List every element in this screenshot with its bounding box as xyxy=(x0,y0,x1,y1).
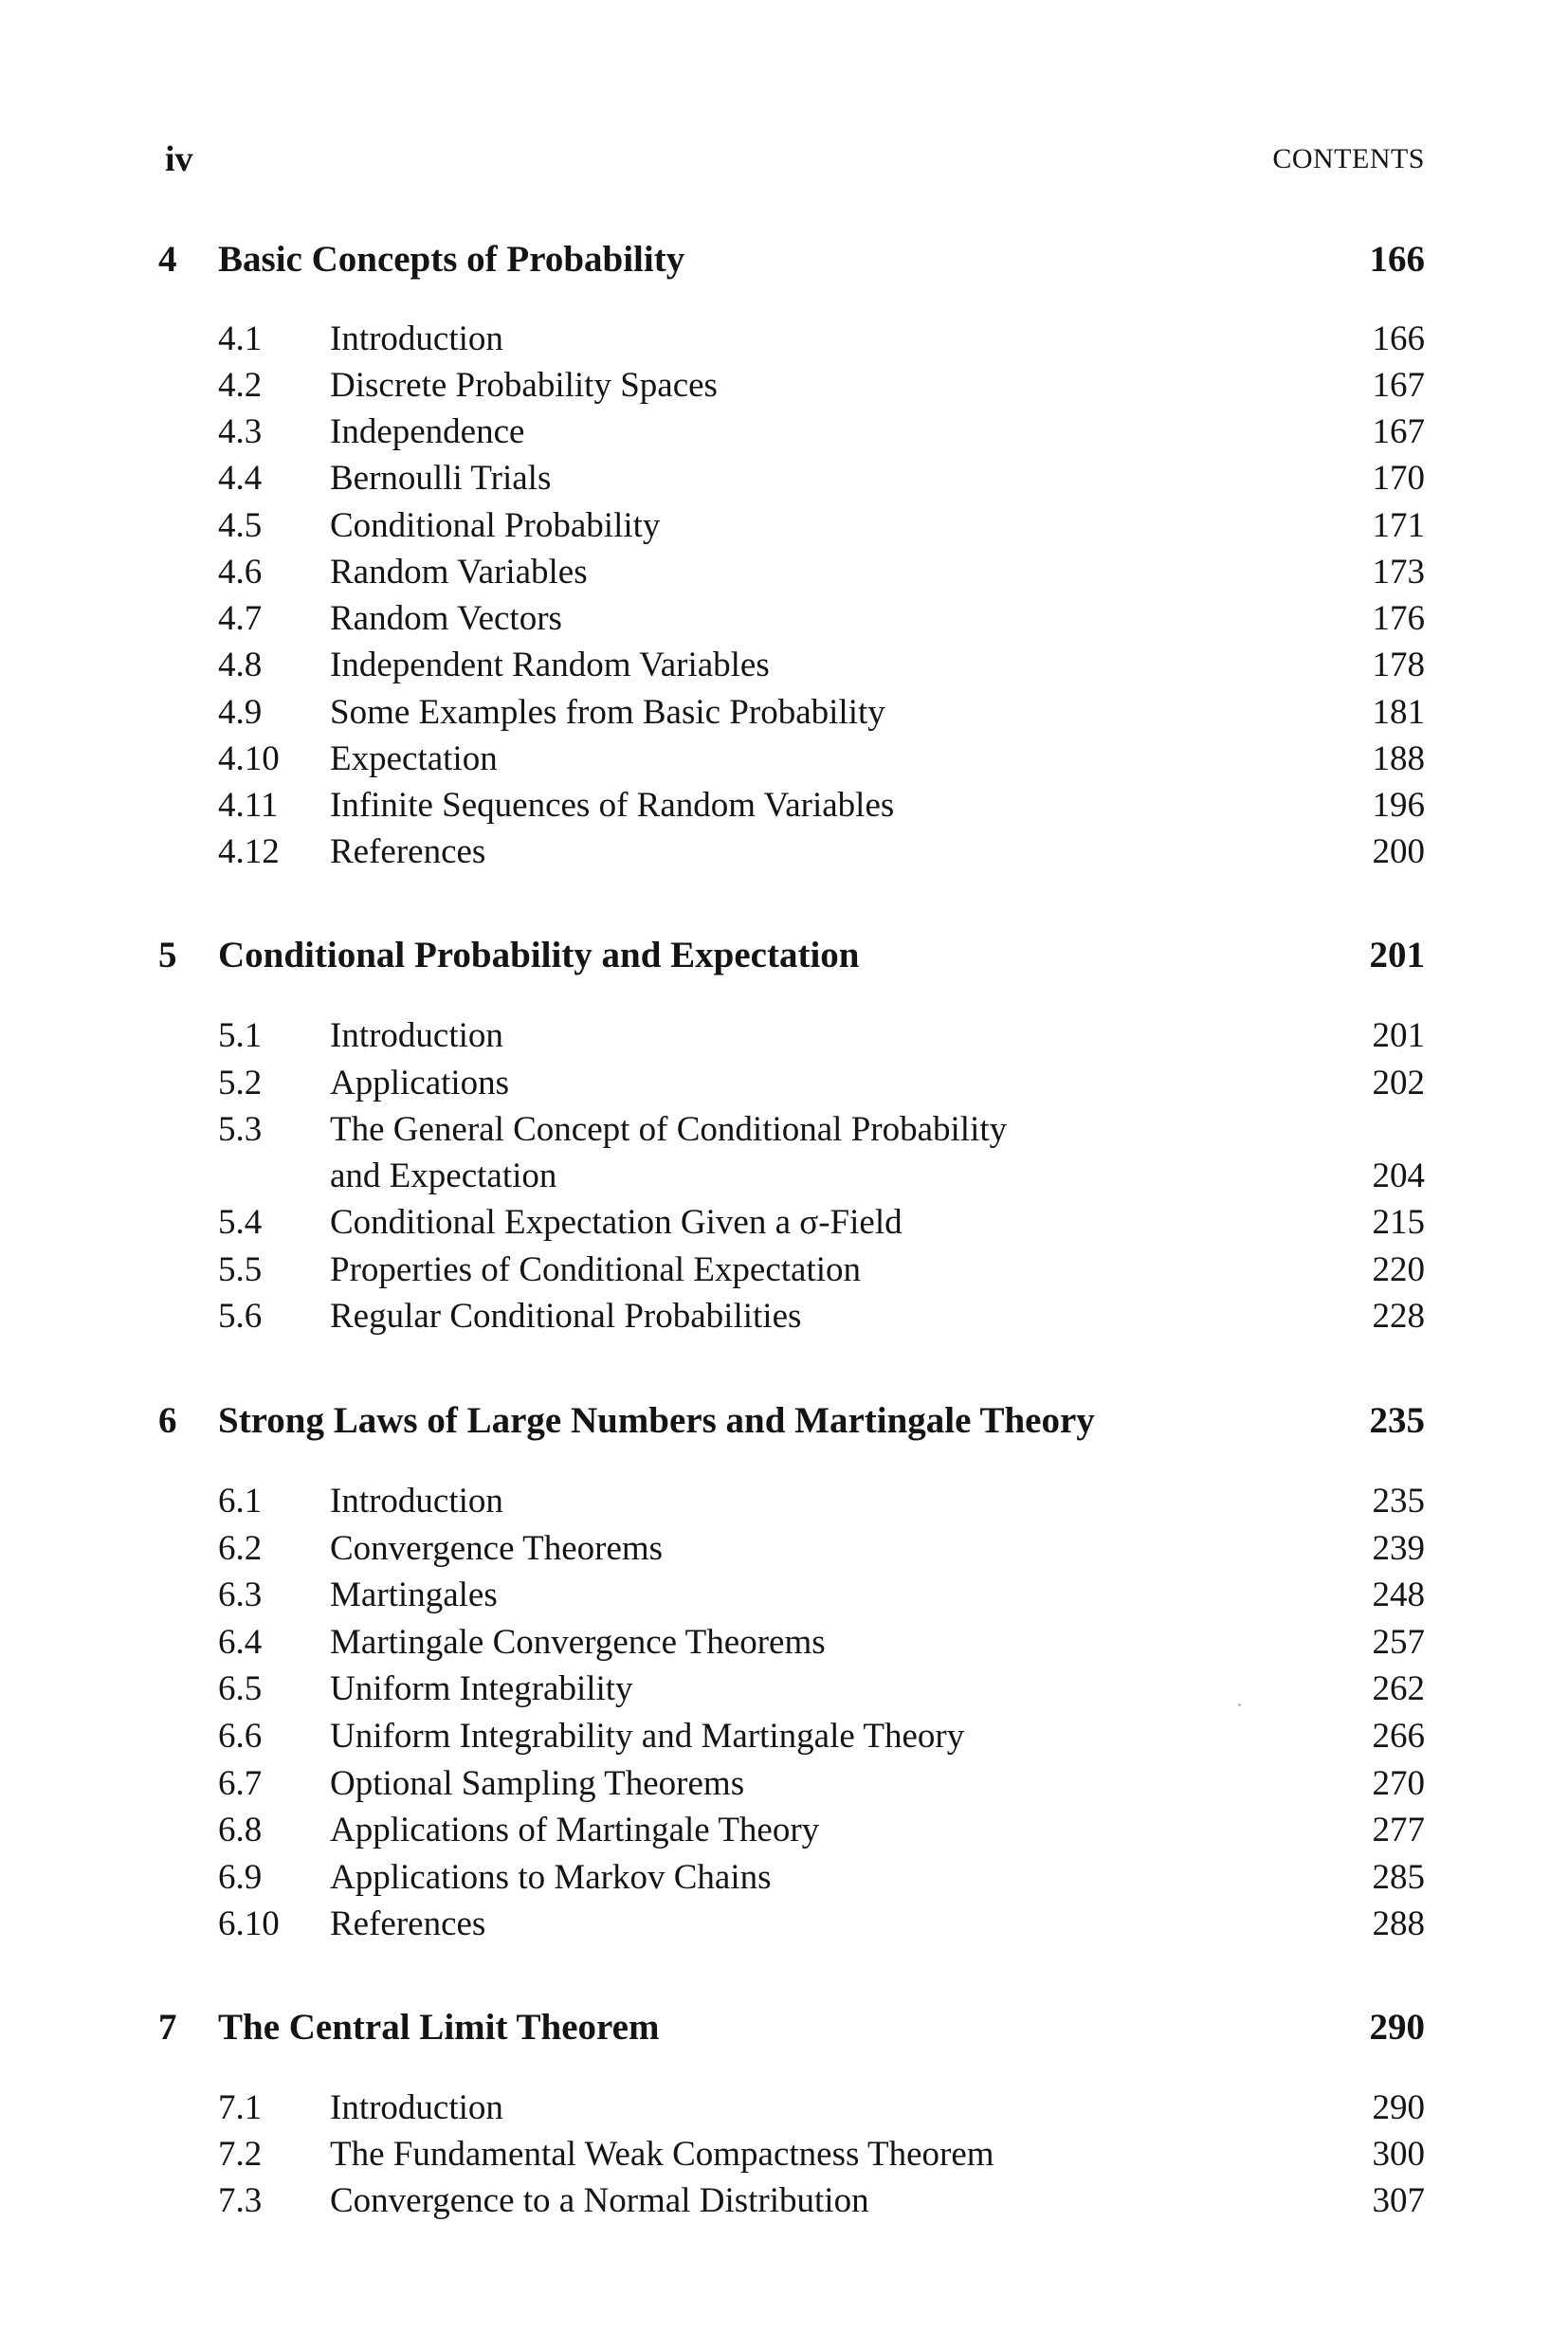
section-title: Martingales xyxy=(330,1576,498,1614)
chapter-number: 4 xyxy=(158,239,177,280)
toc-entry[interactable] xyxy=(218,736,1425,782)
toc-entry[interactable] xyxy=(218,595,1425,642)
toc-entry[interactable] xyxy=(218,1060,1425,1106)
section-page: 176 xyxy=(1372,599,1425,638)
section-number: 6.7 xyxy=(218,1764,263,1803)
section-title: Random Vectors xyxy=(330,599,562,638)
section-title: Independence xyxy=(330,412,525,451)
section-title: Conditional Probability xyxy=(330,506,661,545)
section-title: Optional Sampling Theorems xyxy=(330,1764,745,1803)
chapter-number: 7 xyxy=(158,2007,177,2048)
section-number: 6.10 xyxy=(218,1904,280,1943)
section-title: References xyxy=(330,1904,486,1943)
chapter-title: Strong Laws of Large Numbers and Martingale Theory xyxy=(218,1400,1095,1441)
chapter-page: 235 xyxy=(1369,1400,1425,1441)
toc-entry[interactable] xyxy=(218,1106,1425,1199)
section-page: 196 xyxy=(1372,786,1425,825)
toc-entry[interactable] xyxy=(218,1807,1425,1853)
section-number: 6.5 xyxy=(218,1669,263,1708)
toc-entry[interactable] xyxy=(218,2131,1425,2177)
section-title: Uniform Integrability xyxy=(330,1669,633,1708)
toc-entry[interactable] xyxy=(218,829,1425,875)
section-title: Applications to Markov Chains xyxy=(330,1858,772,1897)
section-number: 7.2 xyxy=(218,2135,263,2174)
section-title: Regular Conditional Probabilities xyxy=(330,1297,802,1336)
section-page: 215 xyxy=(1372,1203,1425,1242)
section-title: Introduction xyxy=(330,2088,503,2127)
section-title: References xyxy=(330,832,486,871)
section-page: 239 xyxy=(1372,1529,1425,1568)
chapter-title: Conditional Probability and Expectation xyxy=(218,935,860,975)
toc-entry[interactable] xyxy=(218,502,1425,549)
section-number: 6.8 xyxy=(218,1811,263,1849)
section-number: 5.1 xyxy=(218,1016,263,1055)
section-number: 4.10 xyxy=(218,739,280,778)
section-number: 4.2 xyxy=(218,366,263,405)
section-page: 170 xyxy=(1372,459,1425,498)
scan-speck xyxy=(1238,1703,1241,1706)
section-page: 204 xyxy=(1372,1157,1425,1195)
section-title: Independent Random Variables xyxy=(330,646,770,684)
section-page: 257 xyxy=(1372,1623,1425,1662)
section-page: 307 xyxy=(1372,2181,1425,2220)
section-title: Applications of Martingale Theory xyxy=(330,1811,820,1849)
toc-entry[interactable] xyxy=(218,1901,1425,1947)
section-number: 5.4 xyxy=(218,1203,263,1242)
section-title: Uniform Integrability and Martingale Theory xyxy=(330,1717,965,1756)
toc-entry[interactable] xyxy=(218,409,1425,455)
section-number: 7.3 xyxy=(218,2181,263,2220)
toc-entry[interactable] xyxy=(218,782,1425,829)
section-title: Introduction xyxy=(330,1016,503,1055)
section-number: 6.3 xyxy=(218,1576,263,1614)
toc-entry[interactable] xyxy=(218,1666,1425,1712)
section-page: 167 xyxy=(1372,366,1425,405)
section-page: 178 xyxy=(1372,646,1425,684)
section-number: 5.3 xyxy=(218,1110,263,1149)
chapter-heading[interactable] xyxy=(158,2001,1425,2054)
toc-entry[interactable] xyxy=(218,642,1425,688)
section-number: 4.3 xyxy=(218,412,263,451)
section-number: 5.6 xyxy=(218,1297,263,1336)
section-page: 220 xyxy=(1372,1250,1425,1289)
section-number: 5.5 xyxy=(218,1250,263,1289)
chapter-number: 6 xyxy=(158,1400,177,1441)
section-number: 4.7 xyxy=(218,599,263,638)
section-number: 6.6 xyxy=(218,1717,263,1756)
section-title: Properties of Conditional Expectation xyxy=(330,1250,862,1289)
chapter-title: The Central Limit Theorem xyxy=(218,2007,660,2048)
section-number: 6.1 xyxy=(218,1482,263,1521)
section-page: 202 xyxy=(1372,1064,1425,1102)
section-page: 166 xyxy=(1372,319,1425,358)
section-page: 201 xyxy=(1372,1016,1425,1055)
toc-entry[interactable] xyxy=(218,2085,1425,2131)
toc-entry[interactable] xyxy=(218,1199,1425,1246)
toc-entry[interactable] xyxy=(218,1478,1425,1524)
section-number: 4.4 xyxy=(218,459,263,498)
section-page: 181 xyxy=(1372,693,1425,732)
toc-entry[interactable] xyxy=(218,1854,1425,1901)
section-page: 167 xyxy=(1372,412,1425,451)
chapter-heading[interactable] xyxy=(158,1394,1425,1448)
toc-entry[interactable] xyxy=(218,1760,1425,1807)
section-page: 285 xyxy=(1372,1858,1425,1897)
section-title: Convergence Theorems xyxy=(330,1529,664,1568)
section-title: Introduction xyxy=(330,1482,503,1521)
section-page: 173 xyxy=(1372,553,1425,592)
section-title: Convergence to a Normal Distribution xyxy=(330,2181,869,2220)
toc-entry[interactable] xyxy=(218,455,1425,501)
section-page: 270 xyxy=(1372,1764,1425,1803)
section-page: 200 xyxy=(1372,832,1425,871)
toc-entry[interactable] xyxy=(218,362,1425,409)
page-number: iv xyxy=(165,139,193,179)
chapter-page: 166 xyxy=(1369,239,1425,280)
section-title: Expectation xyxy=(330,739,498,778)
toc-entry[interactable] xyxy=(218,1247,1425,1293)
section-number: 6.9 xyxy=(218,1858,263,1897)
section-number: 4.1 xyxy=(218,319,263,358)
section-page: 290 xyxy=(1372,2088,1425,2127)
section-title: The Fundamental Weak Compactness Theorem xyxy=(330,2135,994,2174)
section-number: 6.2 xyxy=(218,1529,263,1568)
section-title: Some Examples from Basic Probability xyxy=(330,693,885,732)
section-title: Introduction xyxy=(330,319,503,358)
chapter-page: 201 xyxy=(1369,935,1425,975)
toc-entry[interactable] xyxy=(218,549,1425,595)
section-page: 262 xyxy=(1372,1669,1425,1708)
section-page: 248 xyxy=(1372,1576,1425,1614)
toc-entry[interactable] xyxy=(218,2177,1425,2224)
section-number: 4.5 xyxy=(218,506,263,545)
toc-entry[interactable] xyxy=(218,1012,1425,1059)
section-number: 4.6 xyxy=(218,553,263,592)
section-page: 228 xyxy=(1372,1297,1425,1336)
section-title: Random Variables xyxy=(330,553,588,592)
section-page: 266 xyxy=(1372,1717,1425,1756)
section-page: 171 xyxy=(1372,506,1425,545)
section-number: 6.4 xyxy=(218,1623,263,1662)
section-page: 277 xyxy=(1372,1811,1425,1849)
toc-entry[interactable] xyxy=(218,1525,1425,1572)
section-number: 4.9 xyxy=(218,693,263,732)
chapter-number: 5 xyxy=(158,935,177,975)
section-page: 235 xyxy=(1372,1482,1425,1521)
section-number: 4.12 xyxy=(218,832,280,871)
section-number: 5.2 xyxy=(218,1064,263,1102)
toc-entry[interactable] xyxy=(218,316,1425,362)
section-title: Conditional Expectation Given a σ-Field xyxy=(330,1203,903,1242)
section-title-continuation: and Expectation xyxy=(330,1157,557,1195)
chapter-heading[interactable] xyxy=(158,929,1425,982)
chapter-heading[interactable] xyxy=(158,233,1425,286)
section-title: Infinite Sequences of Random Variables xyxy=(330,786,895,825)
chapter-title: Basic Concepts of Probability xyxy=(218,239,685,280)
section-page: 300 xyxy=(1372,2135,1425,2174)
chapter-page: 290 xyxy=(1369,2007,1425,2048)
section-number: 4.11 xyxy=(218,786,279,825)
section-number: 7.1 xyxy=(218,2088,263,2127)
section-title: The General Concept of Conditional Probability xyxy=(330,1110,1008,1149)
section-title: Discrete Probability Spaces xyxy=(330,366,718,405)
section-title: Bernoulli Trials xyxy=(330,459,552,498)
toc-entry[interactable] xyxy=(218,1572,1425,1618)
toc-entry[interactable] xyxy=(218,689,1425,736)
section-title: Martingale Convergence Theorems xyxy=(330,1623,826,1662)
running-title: CONTENTS xyxy=(1272,143,1425,174)
section-number: 4.8 xyxy=(218,646,263,684)
toc-entry[interactable] xyxy=(218,1619,1425,1666)
section-page: 188 xyxy=(1372,739,1425,778)
toc-entry[interactable] xyxy=(218,1293,1425,1339)
section-title: Applications xyxy=(330,1064,510,1102)
section-page: 288 xyxy=(1372,1904,1425,1943)
toc-entry[interactable] xyxy=(218,1713,1425,1759)
